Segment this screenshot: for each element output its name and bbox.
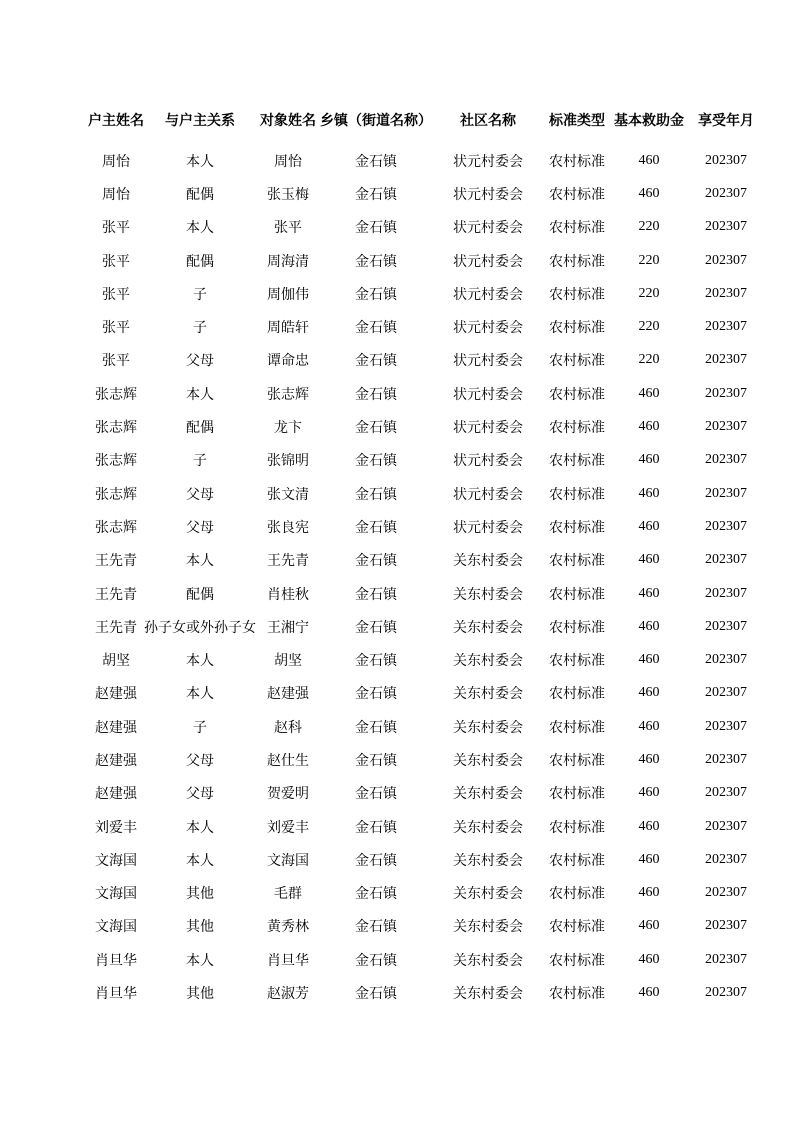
cell-town: 金石镇 bbox=[355, 653, 397, 670]
cell-head-name: 赵建强 bbox=[95, 752, 137, 769]
cell-standard-type: 农村标准 bbox=[549, 186, 605, 203]
cell-community: 状元村委会 bbox=[453, 353, 523, 370]
cell-town: 金石镇 bbox=[355, 786, 397, 803]
cell-head-name: 王先青 bbox=[95, 619, 137, 636]
table-row bbox=[88, 677, 764, 710]
cell-head-name: 张平 bbox=[102, 320, 130, 337]
cell-community: 状元村委会 bbox=[453, 186, 523, 203]
cell-standard-type: 农村标准 bbox=[549, 586, 605, 603]
cell-relation: 配偶 bbox=[186, 586, 214, 603]
cell-year-month: 202307 bbox=[705, 518, 747, 534]
cell-head-name: 赵建强 bbox=[95, 719, 137, 736]
cell-relation: 父母 bbox=[186, 752, 214, 769]
cell-relation: 其他 bbox=[186, 986, 214, 1003]
cell-standard-type: 农村标准 bbox=[549, 553, 605, 570]
cell-town: 金石镇 bbox=[355, 486, 397, 503]
cell-standard-type: 农村标准 bbox=[549, 752, 605, 769]
cell-town: 金石镇 bbox=[355, 886, 397, 903]
cell-relation: 本人 bbox=[186, 686, 214, 703]
cell-community: 关东村委会 bbox=[453, 852, 523, 869]
cell-relation: 本人 bbox=[186, 220, 214, 237]
cell-head-name: 张志辉 bbox=[95, 386, 137, 403]
cell-member-name: 周海清 bbox=[267, 253, 309, 270]
cell-standard-type: 农村标准 bbox=[549, 220, 605, 237]
table-body bbox=[88, 144, 764, 1010]
cell-relation: 本人 bbox=[186, 819, 214, 836]
cell-relation: 父母 bbox=[186, 786, 214, 803]
table-row bbox=[88, 244, 764, 277]
cell-relation: 父母 bbox=[186, 353, 214, 370]
cell-amount: 460 bbox=[638, 818, 660, 834]
cell-member-name: 张锦明 bbox=[267, 453, 309, 470]
cell-member-name: 黄秀林 bbox=[267, 919, 309, 936]
cell-community: 状元村委会 bbox=[453, 320, 523, 337]
cell-relation: 子 bbox=[193, 719, 207, 736]
cell-community: 关东村委会 bbox=[453, 619, 523, 636]
cell-community: 关东村委会 bbox=[453, 786, 523, 803]
cell-standard-type: 农村标准 bbox=[549, 786, 605, 803]
cell-member-name: 张良宪 bbox=[267, 519, 309, 536]
cell-year-month: 202307 bbox=[705, 385, 747, 401]
cell-head-name: 张平 bbox=[102, 353, 130, 370]
cell-amount: 460 bbox=[638, 585, 660, 601]
cell-standard-type: 农村标准 bbox=[549, 486, 605, 503]
cell-head-name: 王先青 bbox=[95, 553, 137, 570]
cell-amount: 460 bbox=[638, 652, 660, 668]
cell-town: 金石镇 bbox=[355, 286, 397, 303]
header-community: 社区名称 bbox=[460, 112, 516, 129]
cell-year-month: 202307 bbox=[705, 885, 747, 901]
cell-town: 金石镇 bbox=[355, 320, 397, 337]
cell-community: 状元村委会 bbox=[453, 253, 523, 270]
cell-amount: 220 bbox=[638, 285, 660, 301]
cell-relation: 配偶 bbox=[186, 253, 214, 270]
cell-head-name: 王先青 bbox=[95, 586, 137, 603]
cell-community: 状元村委会 bbox=[453, 453, 523, 470]
cell-town: 金石镇 bbox=[355, 253, 397, 270]
cell-year-month: 202307 bbox=[705, 152, 747, 168]
cell-town: 金石镇 bbox=[355, 852, 397, 869]
cell-town: 金石镇 bbox=[355, 986, 397, 1003]
cell-head-name: 肖旦华 bbox=[95, 952, 137, 969]
cell-amount: 220 bbox=[638, 219, 660, 235]
cell-amount: 460 bbox=[638, 851, 660, 867]
cell-town: 金石镇 bbox=[355, 186, 397, 203]
table-row bbox=[88, 777, 764, 810]
cell-member-name: 王先青 bbox=[267, 553, 309, 570]
cell-year-month: 202307 bbox=[705, 419, 747, 435]
cell-community: 关东村委会 bbox=[453, 986, 523, 1003]
table-row bbox=[88, 877, 764, 910]
cell-head-name: 文海国 bbox=[95, 919, 137, 936]
header-relation: 与户主关系 bbox=[165, 112, 235, 129]
cell-head-name: 文海国 bbox=[95, 852, 137, 869]
cell-amount: 460 bbox=[638, 985, 660, 1001]
cell-member-name: 周皓轩 bbox=[267, 320, 309, 337]
table-row bbox=[88, 477, 764, 510]
cell-town: 金石镇 bbox=[355, 153, 397, 170]
cell-head-name: 刘爱丰 bbox=[95, 819, 137, 836]
cell-amount: 460 bbox=[638, 951, 660, 967]
cell-amount: 460 bbox=[638, 152, 660, 168]
cell-standard-type: 农村标准 bbox=[549, 153, 605, 170]
cell-member-name: 赵淑芳 bbox=[267, 986, 309, 1003]
cell-relation: 其他 bbox=[186, 886, 214, 903]
cell-year-month: 202307 bbox=[705, 718, 747, 734]
cell-town: 金石镇 bbox=[355, 386, 397, 403]
cell-member-name: 文海国 bbox=[267, 852, 309, 869]
cell-town: 金石镇 bbox=[355, 353, 397, 370]
cell-town: 金石镇 bbox=[355, 719, 397, 736]
cell-community: 关东村委会 bbox=[453, 686, 523, 703]
cell-community: 状元村委会 bbox=[453, 420, 523, 437]
cell-community: 状元村委会 bbox=[453, 220, 523, 237]
table-row bbox=[88, 310, 764, 343]
cell-head-name: 胡坚 bbox=[102, 653, 130, 670]
cell-relation: 父母 bbox=[186, 486, 214, 503]
cell-community: 关东村委会 bbox=[453, 952, 523, 969]
cell-amount: 460 bbox=[638, 518, 660, 534]
cell-member-name: 肖旦华 bbox=[267, 952, 309, 969]
table-row bbox=[88, 510, 764, 543]
cell-community: 状元村委会 bbox=[453, 286, 523, 303]
cell-year-month: 202307 bbox=[705, 352, 747, 368]
header-year-month: 享受年月 bbox=[698, 112, 754, 129]
cell-community: 关东村委会 bbox=[453, 886, 523, 903]
cell-amount: 460 bbox=[638, 552, 660, 568]
cell-town: 金石镇 bbox=[355, 586, 397, 603]
cell-head-name: 文海国 bbox=[95, 886, 137, 903]
cell-community: 关东村委会 bbox=[453, 553, 523, 570]
cell-relation: 本人 bbox=[186, 153, 214, 170]
cell-head-name: 张志辉 bbox=[95, 486, 137, 503]
cell-relation: 子 bbox=[193, 453, 207, 470]
cell-year-month: 202307 bbox=[705, 285, 747, 301]
cell-year-month: 202307 bbox=[705, 851, 747, 867]
cell-head-name: 肖旦华 bbox=[95, 986, 137, 1003]
cell-amount: 220 bbox=[638, 352, 660, 368]
table-row bbox=[88, 577, 764, 610]
cell-standard-type: 农村标准 bbox=[549, 619, 605, 636]
cell-amount: 220 bbox=[638, 252, 660, 268]
table-row bbox=[88, 710, 764, 743]
cell-head-name: 张平 bbox=[102, 253, 130, 270]
cell-year-month: 202307 bbox=[705, 219, 747, 235]
table-row bbox=[88, 410, 764, 443]
cell-standard-type: 农村标准 bbox=[549, 253, 605, 270]
cell-year-month: 202307 bbox=[705, 951, 747, 967]
cell-standard-type: 农村标准 bbox=[549, 719, 605, 736]
cell-relation: 孙子女或外孙子女 bbox=[144, 619, 256, 636]
cell-relation: 配偶 bbox=[186, 186, 214, 203]
cell-member-name: 谭命忠 bbox=[267, 353, 309, 370]
cell-year-month: 202307 bbox=[705, 185, 747, 201]
cell-community: 关东村委会 bbox=[453, 586, 523, 603]
table-row bbox=[88, 743, 764, 776]
cell-community: 状元村委会 bbox=[453, 519, 523, 536]
cell-member-name: 张文清 bbox=[267, 486, 309, 503]
table-row bbox=[88, 544, 764, 577]
cell-town: 金石镇 bbox=[355, 519, 397, 536]
cell-standard-type: 农村标准 bbox=[549, 320, 605, 337]
cell-member-name: 龙卞 bbox=[274, 420, 302, 437]
cell-amount: 460 bbox=[638, 485, 660, 501]
cell-year-month: 202307 bbox=[705, 552, 747, 568]
table-row bbox=[88, 910, 764, 943]
cell-head-name: 张平 bbox=[102, 220, 130, 237]
cell-year-month: 202307 bbox=[705, 785, 747, 801]
cell-member-name: 赵科 bbox=[274, 719, 302, 736]
table-row bbox=[88, 610, 764, 643]
cell-amount: 460 bbox=[638, 185, 660, 201]
cell-member-name: 王湘宁 bbox=[267, 619, 309, 636]
cell-head-name: 赵建强 bbox=[95, 786, 137, 803]
cell-standard-type: 农村标准 bbox=[549, 353, 605, 370]
cell-member-name: 贺爱明 bbox=[267, 786, 309, 803]
cell-year-month: 202307 bbox=[705, 252, 747, 268]
cell-standard-type: 农村标准 bbox=[549, 852, 605, 869]
cell-year-month: 202307 bbox=[705, 585, 747, 601]
table-row bbox=[88, 177, 764, 210]
cell-relation: 配偶 bbox=[186, 420, 214, 437]
cell-member-name: 周怡 bbox=[274, 153, 302, 170]
cell-standard-type: 农村标准 bbox=[549, 686, 605, 703]
cell-year-month: 202307 bbox=[705, 985, 747, 1001]
cell-amount: 460 bbox=[638, 918, 660, 934]
cell-standard-type: 农村标准 bbox=[549, 653, 605, 670]
cell-town: 金石镇 bbox=[355, 952, 397, 969]
header-head-name: 户主姓名 bbox=[88, 112, 144, 129]
cell-community: 状元村委会 bbox=[453, 486, 523, 503]
header-town: 乡镇（街道名称） bbox=[320, 112, 432, 129]
cell-standard-type: 农村标准 bbox=[549, 453, 605, 470]
cell-town: 金石镇 bbox=[355, 919, 397, 936]
cell-standard-type: 农村标准 bbox=[549, 886, 605, 903]
cell-relation: 本人 bbox=[186, 653, 214, 670]
cell-head-name: 张平 bbox=[102, 286, 130, 303]
relief-roster-table bbox=[88, 98, 764, 1010]
cell-relation: 本人 bbox=[186, 553, 214, 570]
cell-head-name: 张志辉 bbox=[95, 420, 137, 437]
cell-standard-type: 农村标准 bbox=[549, 819, 605, 836]
cell-town: 金石镇 bbox=[355, 619, 397, 636]
table-row bbox=[88, 377, 764, 410]
cell-head-name: 张志辉 bbox=[95, 519, 137, 536]
cell-amount: 460 bbox=[638, 718, 660, 734]
cell-member-name: 张玉梅 bbox=[267, 186, 309, 203]
cell-relation: 子 bbox=[193, 286, 207, 303]
cell-community: 关东村委会 bbox=[453, 819, 523, 836]
cell-year-month: 202307 bbox=[705, 918, 747, 934]
cell-town: 金石镇 bbox=[355, 752, 397, 769]
cell-community: 关东村委会 bbox=[453, 919, 523, 936]
cell-community: 关东村委会 bbox=[453, 752, 523, 769]
cell-amount: 460 bbox=[638, 452, 660, 468]
cell-relation: 本人 bbox=[186, 952, 214, 969]
cell-amount: 460 bbox=[638, 885, 660, 901]
cell-head-name: 周怡 bbox=[102, 186, 130, 203]
cell-community: 状元村委会 bbox=[453, 386, 523, 403]
cell-standard-type: 农村标准 bbox=[549, 519, 605, 536]
cell-amount: 460 bbox=[638, 618, 660, 634]
cell-head-name: 张志辉 bbox=[95, 453, 137, 470]
cell-member-name: 毛群 bbox=[274, 886, 302, 903]
table-row bbox=[88, 211, 764, 244]
cell-town: 金石镇 bbox=[355, 220, 397, 237]
header-member-name: 对象姓名 bbox=[260, 112, 316, 129]
cell-community: 关东村委会 bbox=[453, 653, 523, 670]
cell-community: 状元村委会 bbox=[453, 153, 523, 170]
cell-relation: 本人 bbox=[186, 852, 214, 869]
cell-amount: 460 bbox=[638, 685, 660, 701]
cell-amount: 460 bbox=[638, 785, 660, 801]
header-row bbox=[88, 98, 764, 144]
cell-standard-type: 农村标准 bbox=[549, 919, 605, 936]
cell-relation: 父母 bbox=[186, 519, 214, 536]
cell-standard-type: 农村标准 bbox=[549, 952, 605, 969]
cell-head-name: 赵建强 bbox=[95, 686, 137, 703]
cell-community: 关东村委会 bbox=[453, 719, 523, 736]
table-row bbox=[88, 976, 764, 1009]
cell-standard-type: 农村标准 bbox=[549, 286, 605, 303]
cell-member-name: 周伽伟 bbox=[267, 286, 309, 303]
cell-standard-type: 农村标准 bbox=[549, 420, 605, 437]
cell-amount: 460 bbox=[638, 385, 660, 401]
cell-year-month: 202307 bbox=[705, 618, 747, 634]
cell-year-month: 202307 bbox=[705, 452, 747, 468]
cell-member-name: 刘爱丰 bbox=[267, 819, 309, 836]
cell-town: 金石镇 bbox=[355, 686, 397, 703]
cell-amount: 460 bbox=[638, 751, 660, 767]
cell-amount: 460 bbox=[638, 419, 660, 435]
cell-member-name: 胡坚 bbox=[274, 653, 302, 670]
table-row bbox=[88, 643, 764, 676]
cell-member-name: 赵仕生 bbox=[267, 752, 309, 769]
table-row bbox=[88, 344, 764, 377]
cell-head-name: 周怡 bbox=[102, 153, 130, 170]
cell-year-month: 202307 bbox=[705, 751, 747, 767]
cell-standard-type: 农村标准 bbox=[549, 386, 605, 403]
cell-year-month: 202307 bbox=[705, 485, 747, 501]
cell-member-name: 张志辉 bbox=[267, 386, 309, 403]
cell-member-name: 肖桂秋 bbox=[267, 586, 309, 603]
cell-year-month: 202307 bbox=[705, 319, 747, 335]
cell-town: 金石镇 bbox=[355, 453, 397, 470]
table-row bbox=[88, 810, 764, 843]
cell-relation: 子 bbox=[193, 320, 207, 337]
table-row bbox=[88, 843, 764, 876]
cell-standard-type: 农村标准 bbox=[549, 986, 605, 1003]
cell-relation: 本人 bbox=[186, 386, 214, 403]
cell-member-name: 张平 bbox=[274, 220, 302, 237]
cell-town: 金石镇 bbox=[355, 553, 397, 570]
cell-year-month: 202307 bbox=[705, 818, 747, 834]
cell-year-month: 202307 bbox=[705, 685, 747, 701]
cell-member-name: 赵建强 bbox=[267, 686, 309, 703]
header-standard-type: 标准类型 bbox=[549, 112, 605, 129]
table-row bbox=[88, 444, 764, 477]
cell-relation: 其他 bbox=[186, 919, 214, 936]
cell-year-month: 202307 bbox=[705, 652, 747, 668]
cell-town: 金石镇 bbox=[355, 420, 397, 437]
cell-town: 金石镇 bbox=[355, 819, 397, 836]
table-row bbox=[88, 144, 764, 177]
cell-amount: 220 bbox=[638, 319, 660, 335]
table-row bbox=[88, 943, 764, 976]
table-header bbox=[88, 98, 764, 144]
header-amount: 基本救助金 bbox=[614, 112, 684, 129]
table-row bbox=[88, 277, 764, 310]
